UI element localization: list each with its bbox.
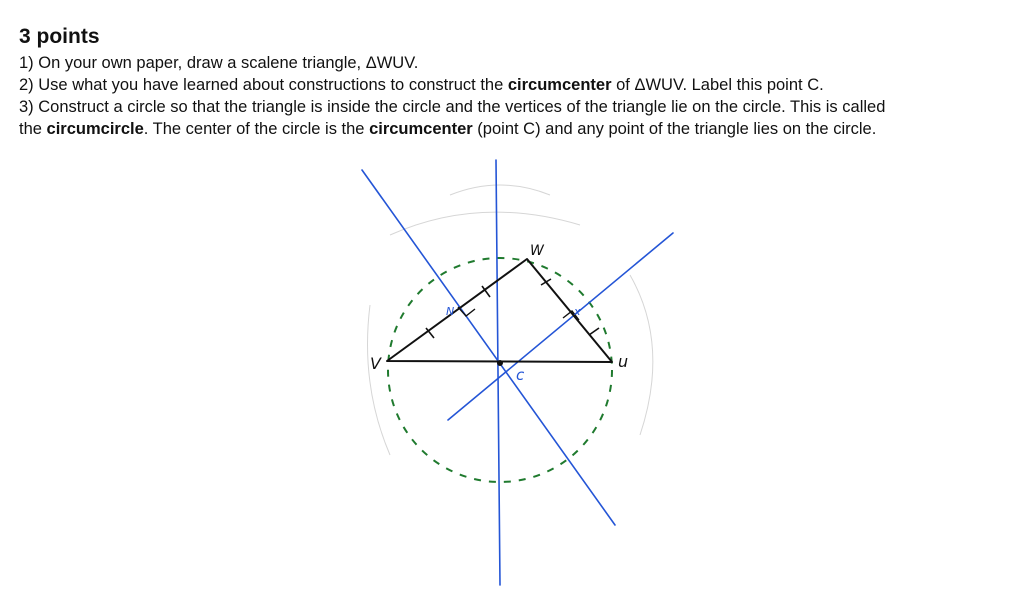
step-2-text-pre: Use what you have learned about constructions to construct the bbox=[38, 76, 508, 94]
vertex-label-v: V bbox=[370, 354, 381, 373]
tick-mark bbox=[541, 279, 551, 285]
step-3-bold-circumcenter: circumcenter bbox=[369, 120, 473, 138]
step-1-number: 1) bbox=[19, 54, 34, 72]
compass-arc bbox=[368, 305, 391, 455]
vertex-label-u: u bbox=[618, 352, 629, 371]
step-3-text-line1: Construct a circle so that the triangle is inside the circle and the vertices of the triangle lie on the circle. This is called bbox=[38, 98, 886, 116]
tick-mark bbox=[589, 328, 599, 335]
step-2-number: 2) bbox=[19, 76, 34, 94]
vertex-label-w: W bbox=[530, 243, 544, 259]
center-label-c: c bbox=[516, 366, 525, 384]
step-3-line-2 bbox=[19, 118, 1009, 140]
step-3-bold-circumcircle: circumcircle bbox=[46, 120, 144, 138]
step-2-text-post: of ΔWUV. Label this point C. bbox=[611, 76, 824, 94]
circumcenter-point bbox=[497, 360, 503, 366]
points-heading: 3 points bbox=[19, 25, 100, 48]
step-3-line2-mid: . The center of the circle is the bbox=[143, 120, 370, 138]
compass-arc bbox=[390, 212, 580, 235]
step-1 bbox=[19, 52, 1009, 74]
circumcircle bbox=[388, 258, 612, 482]
side-mark: N bbox=[446, 305, 455, 318]
step-3-line2-post: (point C) and any point of the triangle lies on the circle. bbox=[472, 120, 877, 138]
bisector-shallow bbox=[448, 233, 673, 420]
compass-arc bbox=[630, 275, 653, 435]
step-2 bbox=[19, 74, 1009, 96]
step-2-bold-term: circumcenter bbox=[507, 76, 612, 94]
step-3-number: 3) bbox=[19, 98, 34, 116]
bisector-steep bbox=[362, 170, 615, 525]
step-3-line-1 bbox=[19, 96, 1009, 118]
compass-arc bbox=[450, 185, 550, 195]
side-mark: x bbox=[574, 305, 581, 318]
construction-figure bbox=[330, 155, 690, 595]
construction-drawing bbox=[330, 155, 690, 595]
instructions bbox=[19, 24, 1009, 140]
bisector-vertical bbox=[496, 160, 500, 585]
step-1-text: On your own paper, draw a scalene triangle, ΔWUV. bbox=[38, 54, 419, 72]
step-3-line2-pre: the bbox=[19, 120, 47, 138]
